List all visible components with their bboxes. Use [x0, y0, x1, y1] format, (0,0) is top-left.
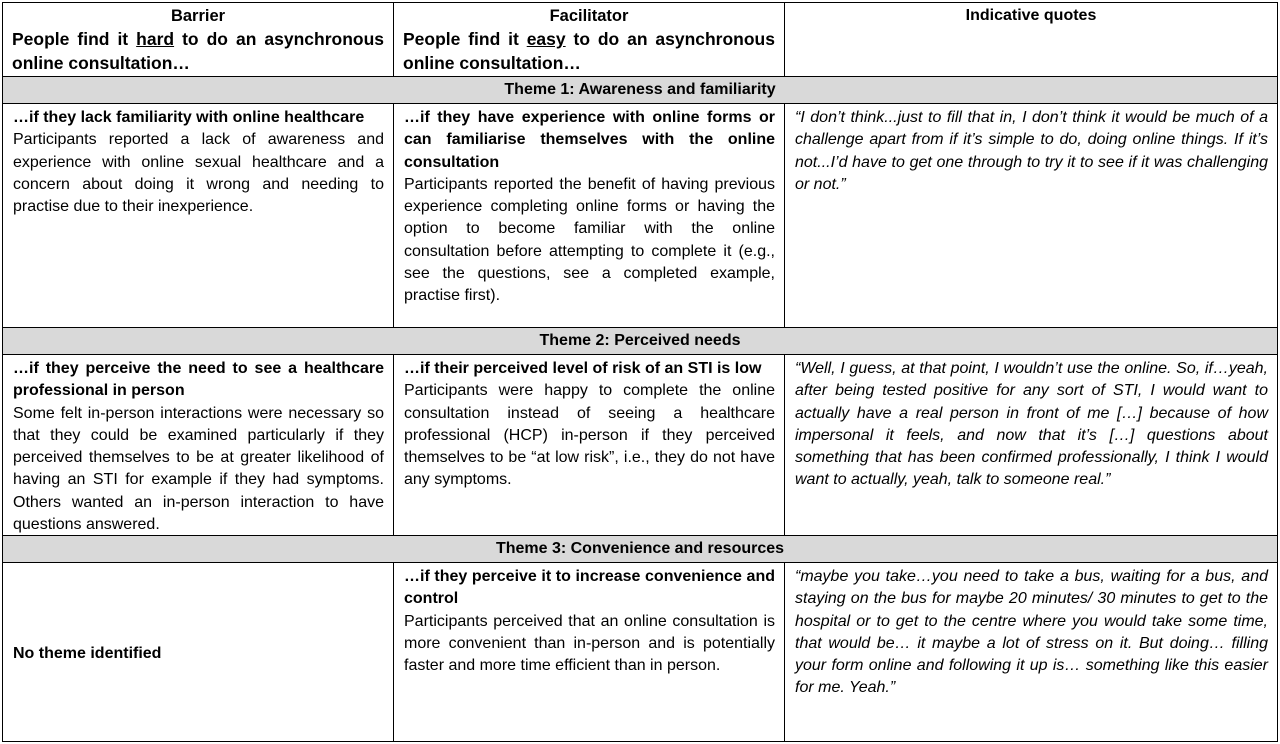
barrier-header: [3, 3, 394, 77]
findings-table: [2, 2, 1278, 742]
theme-3-row: Theme 3: Convenience and resources: [3, 536, 1277, 563]
quotes-label: Indicative quotes: [965, 7, 1097, 24]
facilitator-header: [394, 3, 785, 77]
theme-1-facilitator: [394, 104, 785, 328]
quotes-header: [785, 3, 1277, 77]
theme-1-quote: “I don’t think...just to fill that in, I don’t think it would be much of a challenge apart from if it’s simple to do, doing online things. If it’s not...I’d have to get one through to try it to see if it was challenging or not.”: [785, 104, 1277, 328]
facilitator-heading: …if their perceived level of risk of an STI is low: [404, 360, 762, 377]
theme-2-facilitator: [394, 355, 785, 536]
theme-3-facilitator: [394, 563, 785, 741]
theme-1-row: Theme 1: Awareness and familiarity: [3, 77, 1277, 104]
theme-3-barrier: [3, 563, 394, 741]
hard-emphasis: hard: [136, 29, 175, 49]
theme-3-quote: “maybe you take…you need to take a bus, waiting for a bus, and staying on the bus for maybe 20 minutes/ 30 minutes to get to the hospital or to get to the centre where you would take some time, that would be… it maybe a lot of stress on it. But doing… filling your form online and following it up is… something like this easier for me. Yeah.”: [795, 568, 1268, 697]
theme-2-barrier: [3, 355, 394, 536]
barrier-subheading: People find it hard to do an asynchronous online consultation…: [12, 29, 384, 73]
barrier-heading: …if they lack familiarity with online healthcare: [13, 109, 365, 126]
theme-1-barrier: [3, 104, 394, 328]
facilitator-heading: …if they perceive it to increase convenience and control: [404, 568, 775, 608]
facilitator-heading: …if they have experience with online forms or can familiarise themselves with the online consultation: [404, 109, 775, 171]
barrier-text: Some felt in-person interactions were necessary so that they could be examined particularly if they perceived themselves to be at greater likelihood of having an STI for example if they had symptoms. Others wanted an in-person interaction to have questions answered.: [13, 404, 384, 534]
facilitator-text: Participants reported the benefit of having previous experience completing online forms or having the option to become familiar with the online consultation before attempting to complete it (e.g., see the questions, see a completed example, practise first).: [404, 175, 775, 305]
no-theme-text: No theme identified: [13, 645, 162, 662]
easy-emphasis: easy: [526, 29, 566, 49]
barrier-label: Barrier: [170, 7, 226, 25]
facilitator-label: Facilitator: [549, 7, 629, 25]
facilitator-subheading: People find it easy to do an asynchronous online consultation…: [403, 29, 775, 73]
facilitator-text: Participants perceived that an online consultation is more convenient than in-person and is potentially faster and more time efficient than in person.: [404, 612, 775, 675]
theme-2-quote: “Well, I guess, at that point, I wouldn’t use the online. So, if…yeah, after being tested positive for any sort of STI, I would want to actually have a real person in front of me […] because of how impersonal it feels, and now that it’s […] questions about something that has been confirmed professionally, I think I would want to actually, yeah, talk to someone real.”: [785, 355, 1277, 536]
barrier-text: Participants reported a lack of awareness and experience with online sexual healthcare and a concern about doing it wrong and needing to practise due to their inexperience.: [13, 131, 384, 216]
barrier-heading: …if they perceive the need to see a healthcare professional in person: [13, 360, 384, 400]
theme-2-row: Theme 2: Perceived needs: [3, 328, 1277, 355]
facilitator-text: Participants were happy to complete the online consultation instead of seeing a healthcare professional (HCP) in-person if they perceived themselves to be “at low risk”, i.e., they do not have any symptoms.: [404, 382, 775, 489]
